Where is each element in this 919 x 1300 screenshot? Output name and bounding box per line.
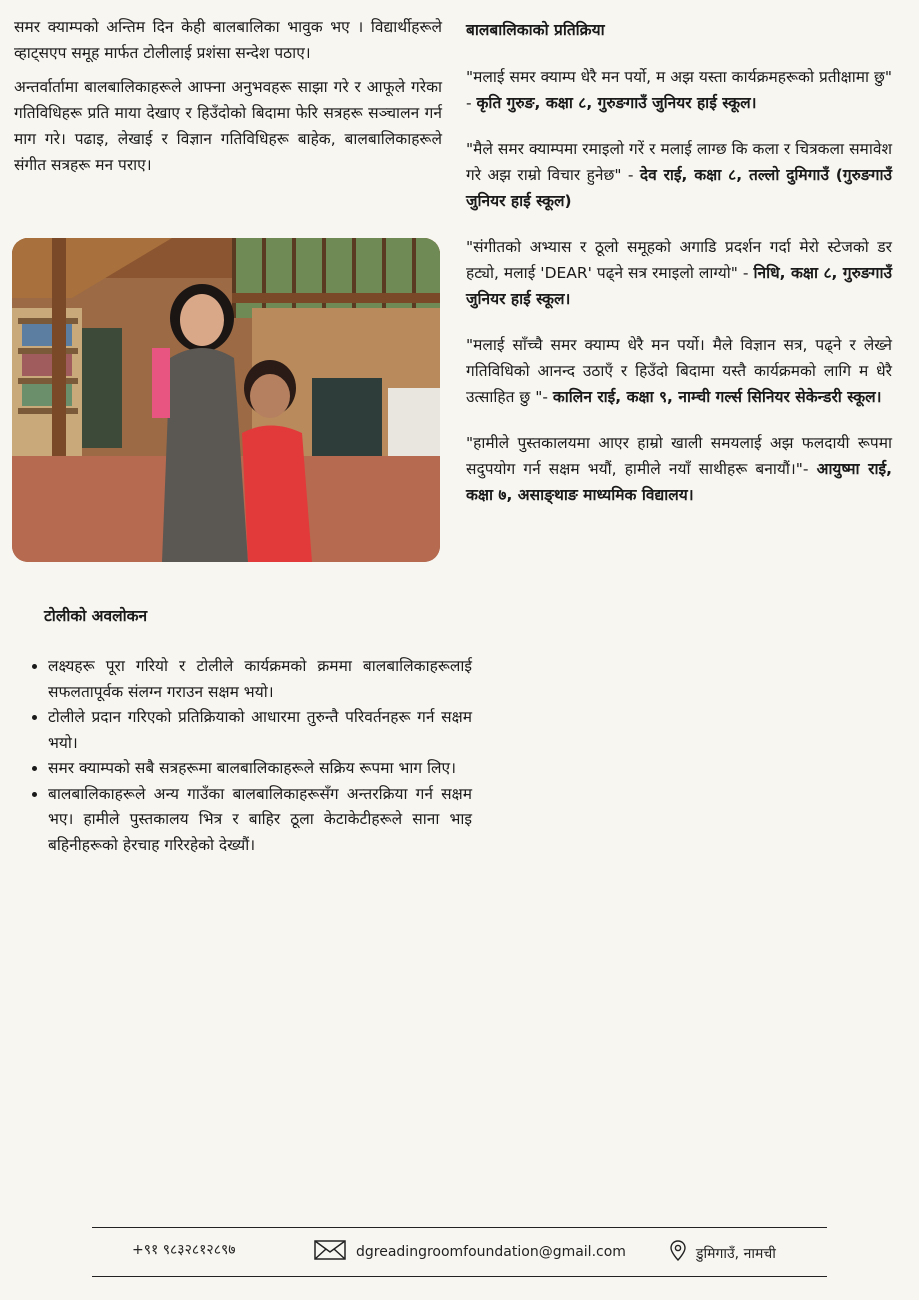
list-item: • समर क्याम्पको सबै सत्रहरूमा बालबालिकाहरूले सक्रिय रूपमा भाग लिए। [48,756,472,782]
quote-text: "मैले समर क्याम्पमा रमाइलो गरें र मलाई लाग्छ कि कला र चित्रकला समावेश गरे अझ राम्रो विचार हुनेछ" - [466,140,892,184]
quote-author: कालिन राई, कक्षा ९, नाम्ची गर्ल्स सिनियर सेकेन्डरी स्कूल। [552,388,882,406]
footer-top-divider [92,1227,827,1228]
overview-heading: टोलीको अवलोकन [44,607,148,625]
envelope-icon [314,1240,346,1264]
footer-phone: +९१ ९८३२८१२८९७ [132,1242,236,1258]
paragraph-interviews: अन्तर्वार्तामा बालबालिकाहरूले आफ्ना अनुभवहरू साझा गरे र आफूले गरेका गतिविधिहरू प्रति माया देखाए र हिउँदोको बिदामा फेरि सत्रहरू सञ्चालन गर्न माग गरे। पढाइ, लेखाई र विज्ञान गतिविधिहरू बाहेक, बालबालिकाहरूले संगीत सत्रहरू मन पराए। [14,78,442,174]
location-pin-icon [670,1240,686,1266]
quote-text: "संगीतको अभ्यास र ठूलो समूहको अगाडि प्रदर्शन गर्दा मेरो स्टेजको डर हट्यो, मलाई 'DEAR' पढ्ने सत्र रमाइलो लाग्यो" - [466,238,892,282]
left-column [14,14,442,186]
footer-location: डुमिगाउँ, नामची [696,1245,776,1262]
feedback-quote [466,332,892,410]
photo-woman-and-boy [12,238,440,562]
feedback-heading: बालबालिकाको प्रतिक्रिया [466,21,605,39]
list-item: • बालबालिकाहरूले अन्य गाउँका बालबालिकाहरूसँग अन्तरक्रिया गर्न सक्षम भए। हामीले पुस्तकालय भित्र र बाहिर ठूला केटाकेटीहरूले साना भाइ बहिनीहरूको हेरचाह गरिरहेको देख्यौं। [48,782,472,859]
quote-text: "हामीले पुस्तकालयमा आएर हाम्रो खाली समयलाई अझ फलदायी रूपमा सदुपयोग गर्न सक्षम भयौं, हामीले नयाँ साथीहरू बनायौं।"- [466,434,892,478]
footer-email-group [314,1240,626,1264]
right-column [466,14,892,528]
feedback-quote [466,430,892,508]
quote-author: कृति गुरुङ, कक्षा ८, गुरुङगाउँ जुनियर हाई स्कूल। [476,94,757,112]
footer-location-group [670,1240,776,1266]
footer-email[interactable]: dgreadingroomfoundation@gmail.com [356,1244,626,1260]
feedback-quote [466,136,892,214]
feedback-quote [466,234,892,312]
paragraph-camp-last-day: समर क्याम्पको अन्तिम दिन केही बालबालिका भावुक भए । विद्यार्थीहरूले व्हाट्सएप समूह मार्फत टोलीलाई प्रशंसा सन्देश पठाए। [14,18,442,62]
overview-list [18,654,472,858]
quote-author: निधि, कक्षा ८, गुरुङगाउँ जुनियर हाई स्कूल। [466,264,892,308]
quote-author: आयुष्मा राई, कक्षा ७, असाङ्थाङ माध्यमिक विद्यालय। [466,460,893,504]
quote-text: "मलाई साँच्चै समर क्याम्प धेरै मन पर्यो। मैले विज्ञान सत्र, पढ्ने र लेख्ने गतिविधिको आनन्द उठाएँ र हिउँदो बिदामा यस्तै कार्यक्रमको लागि म धेरै उत्साहित छु "- [466,336,892,406]
quote-text: "मलाई समर क्याम्प धेरै मन पर्यो, म अझ यस्ता कार्यक्रमहरूको प्रतीक्षामा छु" - [466,68,892,112]
list-item: • टोलीले प्रदान गरिएको प्रतिक्रियाको आधारमा तुरुन्तै परिवर्तनहरू गर्न सक्षम भयो। [48,705,472,756]
footer [92,1232,827,1272]
list-item: • लक्ष्यहरू पूरा गरियो र टोलीले कार्यक्रमको क्रममा बालबालिकाहरूलाई सफलतापूर्वक संलग्न गराउन सक्षम भयो। [48,654,472,705]
feedback-quote [466,64,892,116]
footer-bottom-divider [92,1276,827,1277]
quote-author: देव राई, कक्षा ८, तल्लो दुमिगाउँ (गुरुङगाउँ जुनियर हाई स्कूल) [466,166,892,210]
